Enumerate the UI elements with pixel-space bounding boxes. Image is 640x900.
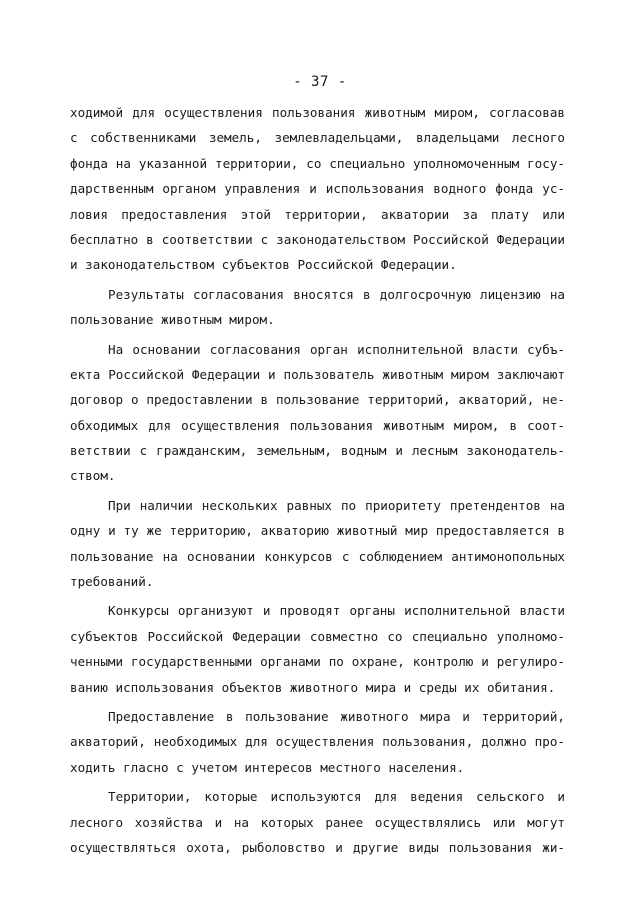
paragraph-7: [70, 784, 565, 860]
text-line: осуществляться охота, рыболовство и другие виды пользования жи-: [70, 839, 565, 855]
text-line: фонда на указанной территории, со специально уполномоченным госу-: [70, 155, 565, 171]
text-line: акваторий, необходимых для осуществления пользования, должно про-: [70, 734, 565, 750]
paragraph-6: [70, 704, 565, 780]
document-body: [70, 100, 565, 860]
text-line: одну и ту же территорию, акваторию животный мир предоставляется в: [70, 523, 565, 539]
text-line: пользование животным миром.: [70, 312, 275, 328]
text-line: субъектов Российской Федерации совместно со специально уполномо-: [70, 628, 565, 644]
paragraph-4: [70, 493, 565, 595]
text-line: ветствии с гражданским, земельным, водным и лесным законодатель-: [70, 443, 565, 459]
text-line: ходить гласно с учетом интересов местного населения.: [70, 759, 465, 775]
text-line: ченными государственными органами по охране, контролю и регулиро-: [70, 654, 565, 670]
text-line: пользование на основании конкурсов с соблюдением антимонопольных: [70, 548, 565, 564]
text-line: Результаты согласования вносятся в долгосрочную лицензию на: [108, 286, 565, 302]
text-line: ванию использования объектов животного мира и среды их обитания.: [70, 679, 556, 695]
text-line: лесного хозяйства и на которых ранее осуществлялись или могут: [70, 814, 565, 830]
text-line: обходимых для осуществления пользования животным миром, в соот-: [70, 417, 565, 433]
paragraph-2: [70, 282, 565, 333]
text-line: с собственниками земель, землевладельцами, владельцами лесного: [70, 130, 565, 146]
paragraph-3: [70, 337, 565, 489]
text-line: и законодательством субъектов Российской Федерации.: [70, 257, 457, 273]
text-line: ходимой для осуществления пользования животным миром, согласовав: [70, 105, 565, 120]
text-line: договор о предоставлении в пользование территорий, акваторий, не-: [70, 392, 565, 408]
text-line: При наличии нескольких равных по приоритету претендентов на: [108, 497, 565, 513]
text-line: Территории, которые используются для ведения сельского и: [108, 789, 565, 805]
text-line: Конкурсы организуют и проводят органы исполнительной власти: [108, 603, 565, 619]
text-line: ловия предоставления этой территории, акватории за плату или: [70, 206, 565, 222]
paragraph-1: [70, 100, 565, 278]
paragraph-5: [70, 598, 565, 700]
text-line: требований.: [70, 574, 154, 590]
text-line: ством.: [70, 468, 116, 484]
text-line: бесплатно в соответствии с законодательством Российской Федерации: [70, 231, 565, 247]
page-number: - 37 -: [293, 74, 347, 90]
text-line: екта Российской Федерации и пользователь животным миром заключают: [70, 366, 565, 382]
text-line: На основании согласования орган исполнительной власти субъ-: [108, 341, 565, 357]
text-line: Предоставление в пользование животного мира и территорий,: [108, 708, 565, 724]
text-line: дарственным органом управления и использования водного фонда ус-: [70, 181, 565, 197]
